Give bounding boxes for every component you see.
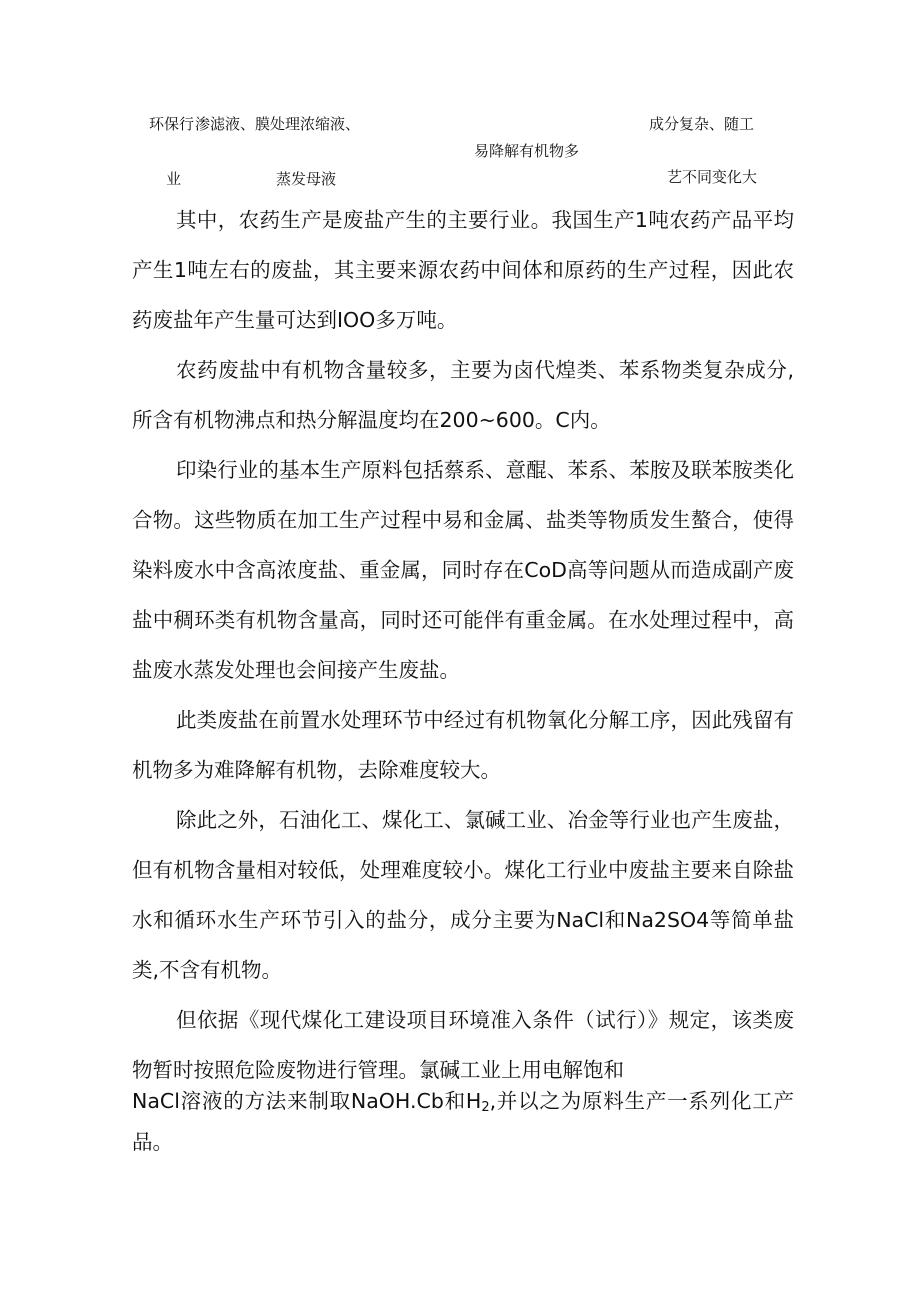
table-cell-source-cont: 蒸发母液 <box>276 170 337 188</box>
paragraph-residual-organics: 此类废盐在前置水处理环节中经过有机物氧化分解工序，因此残留有机物多为难降解有机物，去除难度较大。 <box>132 708 794 782</box>
paragraph-dyeing-industry: 印染行业的基本生产原料包括蔡系、意醌、苯系、苯胺及联苯胺类化合物。这些物质在加工生产过程中易和金属、盐类等物质发生螯合，使得染料废水中含高浓度盐、重金属，同时存在CoD高等问题从而造成副产废盐中稠环类有机物含量高，同时还可能伴有重金属。在水处理过程中，高盐废水蒸发处理也会间接产生废盐。 <box>132 458 794 682</box>
regulation-text-part2: ,并以之为原料生产一系列化工产品。 <box>132 1089 794 1154</box>
paragraph-regulation-line2 <box>132 1084 794 1159</box>
table-cell-composition-cont: 艺不同变化大 <box>667 168 758 186</box>
table-cell-industry: 环保行 <box>149 115 195 133</box>
table-cell-industry-cont: 业 <box>166 170 182 188</box>
paragraph-regulation-line1: 但依据《现代煤化工建设项目环境准入条件（试行）》规定，该类废物暂时按照危险废物进行管理。氯碱工业上用电解饱和 <box>132 1008 794 1082</box>
table-cell-composition: 成分复杂、随工 <box>649 115 755 133</box>
paragraph-pesticide-organics: 农药废盐中有机物含量较多，主要为卤代煌类、苯系物类复杂成分,所含有机物沸点和热分解温度均在200~600。C内。 <box>132 358 794 432</box>
paragraph-pesticide-salt: 其中，农药生产是废盐产生的主要行业。我国生产1吨农药产品平均产生1吨左右的废盐，其主要来源农药中间体和原药的生产过程，因此农药废盐年产生量可达到IOO多万吨。 <box>132 208 794 332</box>
paragraph-other-industries: 除此之外，石油化工、煤化工、氯碱工业、冶金等行业也产生废盐，但有机物含量相对较低，处理难度较小。煤化工行业中废盐主要来自除盐水和循环水生产环节引入的盐分，成分主要为NaCl和Na2SO4等简单盐类,不含有机物。 <box>132 808 794 982</box>
table-cell-organics: 易降解有机物多 <box>474 142 580 160</box>
table-cell-source: 渗滤液、膜处理浓缩液、 <box>195 115 361 133</box>
hydrogen-subscript: 2 <box>481 1100 490 1115</box>
regulation-text-part1: NaCl溶液的方法来制取NaOH.Cb和H <box>132 1089 482 1113</box>
